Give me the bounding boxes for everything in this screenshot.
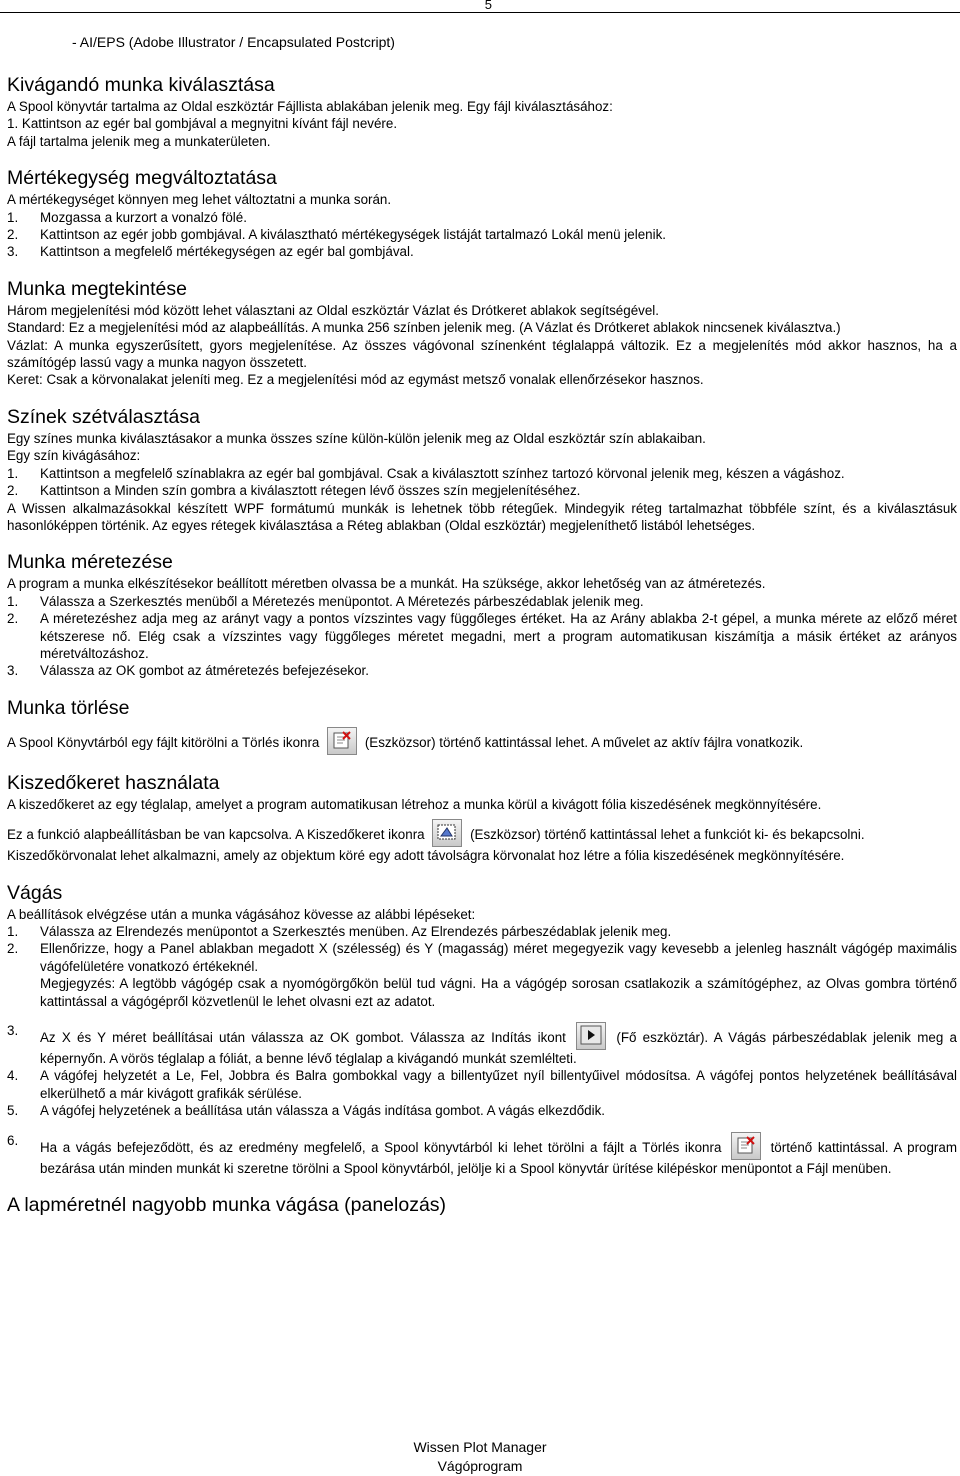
note: Megjegyzés: A legtöbb vágógép csak a nyomógörgőkön belül tud vágni. Ha a vágógép sorosan csatlakozik a számítógéphez, az Olvas gombra történő kattintással a vágógépről közvetlenül le lehet olvasni ezt az adatot. [40,976,957,1009]
step: 1. Kattintson az egér bal gombjával a megnyitni kívánt fájl nevére. [7,116,398,132]
list-item: 2. Kattintson az egér jobb gombjával. A kiválasztható mértékegységek listáját tartalmazó Lokál menü jelenik. [7,227,666,243]
section-select-job [7,72,957,150]
paragraph: Keret: Csak a körvonalakat jeleníti meg. Ez a megjelenítési mód az egymást metsző vonalak ellenőrzésekor hasznos. [7,372,704,388]
section-change-units [7,165,957,261]
weeding-frame-icon[interactable] [432,819,462,847]
section-resize-job [7,549,957,679]
list-item: 2. Ellenőrizze, hogy a Panel ablakban megadott X (szélesség) és Y (magasság) méret megegyezik vagy kevesebb a jelenleg használt vágógép maximális vágófelületére vonatkozó értékeknél. Megjegyzés: A legtöbb vágógép csak a nyomógörgőkön belül tud vágni. Ha a vágógép sorosan csatlakozik a számítógéphez, az Olvas gombra történő kattintással a vágógépről közvetlenül le lehet olvasni ezt az adatot. [7,941,957,1009]
format-item-ai-eps: - AI/EPS (Adobe Illustrator / Encapsulated Postcript) [72,34,395,50]
section-title: A lapméretnél nagyobb munka vágása (panelozás) [7,1194,447,1217]
list-item: 1. Válassza az Elrendezés menüpontot a Szerkesztés menüben. Az Elrendezés párbeszédablak jelenik meg. [7,923,672,939]
list-item: 1. Válassza a Szerkesztés menüből a Méretezés menüpontot. A Méretezés párbeszédablak jelenik meg. [7,593,644,609]
start-icon[interactable] [576,1022,606,1050]
paragraph: Három megjelenítési mód között lehet választani az Oldal eszköztár Vázlat és Drótkeret ablakok segítségével. [7,302,659,318]
section-color-separation [7,404,957,534]
list-item: 1. Mozgassa a kurzort a vonalzó fölé. [7,209,247,225]
list-item: 2. Kattintson a Minden szín gombra a kiválasztott rétegen lévő összes szín megjelenítéséhez. [7,483,581,499]
footer-product: Wissen Plot Manager [413,1439,547,1455]
paragraph: A beállítások elvégzése után a munka vágásához kövesse az alábbi lépéseket: [7,906,476,922]
list-item: 3. Az X és Y méret beállításai után válassza az OK gombot. Válassza az Indítás ikont (Fő eszköztár). A Vágás párbeszédablak jelenik meg a képernyőn. A vörös téglalap a fóliát, a benne lévő téglalap a kivágandó munkát szemlélteti. [7,1023,957,1066]
delete-icon[interactable] [731,1132,761,1160]
paragraph: Kiszedőkörvonalat lehet alkalmazni, amely az objektum köré egy adott távolságra körvonalat hoz létre a fólia kiszedésének megkönnyítésére. [7,848,845,864]
section-cutting [7,880,957,1177]
paragraph: A Spool könyvtár tartalma az Oldal eszköztár Fájllista ablakában jelenik meg. Egy fájl kiválasztásához: [7,99,613,114]
section-title: Vágás [7,881,63,904]
page-number: 5 [484,0,492,12]
list-item: 5. A vágófej helyzetének a beállítása után válassza a Vágás indítása gombot. A vágás elkezdődik. [7,1103,606,1119]
footer-subtitle: Vágóprogram [437,1458,523,1474]
paragraph: Egy szín kivágásához: [7,448,141,464]
section-title: Mértékegység megváltoztatása [7,167,277,190]
delete-icon[interactable] [327,727,357,755]
section-title: Színek szétválasztása [7,405,200,428]
paragraph: A mértékegységet könnyen meg lehet változtatni a munka során. [7,192,392,208]
paragraph: A Wissen alkalmazásokkal készített WPF formátumú munkák is lehetnek több rétegűek. Mindegyik réteg tartalmazhat többféle színt, és a kiválasztásuk hasonlóképpen történik. Az egyes rétegek kiválasztása a Réteg ablakban (Oldal eszköztár) megjeleníthető listából lehetséges. [7,500,957,533]
section-weeding-frame [7,770,957,865]
document-body [7,72,957,1233]
paragraph: Vázlat: A munka egyszerűsített, gyors megjelenítése. Az összes vágóvonal színenként téglalappá változik. Ez a megjelenítés mód akkor hasznos, ha a számítógép lassú vagy a munka nagyon összetett. [7,337,957,371]
section-title: Munka törlése [7,696,130,719]
paragraph: A fájl tartalma jelenik meg a munkaterületen. [7,133,271,149]
paragraph: A kiszedőkeret az egy téglalap, amelyet a program automatikusan létrehoz a munka körül a kivágott fólia kiszedésének megkönnyítésére. [7,796,822,812]
section-view-job [7,276,957,389]
paragraph: A program a munka elkészítésekor beállított méretben olvassa be a munkát. Ha szüksége, akkor lehetőség van az átméretezés. [7,576,766,592]
section-delete-job [7,695,957,755]
list-item: 4. A vágófej helyzetét a Le, Fel, Jobbra és Balra gombokkal vagy a billentyűzet nyíl billentyűivel módosítsa. A vágófej pontos helyzetének beállításával elkerülhető a már kivágott grafikák sérülése. [7,1068,957,1101]
section-title: Munka megtekintése [7,277,187,300]
section-title: Kiszedőkeret használata [7,771,220,794]
list-item: 3. Válassza az OK gombot az átméretezés befejezésekor. [7,663,369,679]
section-title: Munka méretezése [7,551,173,574]
page-footer [0,1438,960,1476]
list-item: 1. Kattintson a megfelelő színablakra az egér bal gombjával. Csak a kiválasztott színhez tartozó körvonal jelenik meg, készen a vágáshoz. [7,465,845,481]
paragraph: Standard: Ez a megjelenítési mód az alapbeállítás. A munka 256 színben jelenik meg. (A Vázlat és Drótkeret ablakok nincsenek kiválasztva.) [7,320,841,336]
list-item: 2. A méretezéshez adja meg az arányt vagy a pontos vízszintes vagy függőleges értéket. Ha az Arány ablakba 2-t gépel, a munka mérete az előző méret kétszerese nő. Elég csak a vízszintes vagy függőleges méretet megadni, mert a program automatikusan kiszámítja a másik értéket az arányos méretváltozáshoz. [7,611,957,661]
section-title: Kivágandó munka kiválasztása [7,74,275,96]
paragraph: A Spool Könyvtárból egy fájlt kitörölni a Törlés ikonra (Eszközsor) történő kattintással lehet. A művelet az aktív fájlra vonatkozik. [7,727,957,755]
paragraph: Egy színes munka kiválasztásakor a munka összes színe külön-külön jelenik meg az Oldal eszköztár szín ablakaiban. [7,430,706,446]
header-rule [0,12,960,13]
list-item: 3. Kattintson a megfelelő mértékegységen az egér bal gombjával. [7,244,414,260]
list-item: 6. Ha a vágás befejeződött, és az eredmény megfelelő, a Spool könyvtárból ki lehet törölni a fájlt a Törlés ikonra történő kattintással. A program bezárása után minden munkát ki szeretne törölni a Spool könyvtárból, jelölje ki a Spool könyvtár ürítése kilépéskor menüpontot a Fájl menüben. [7,1132,957,1176]
section-tiling [7,1192,957,1218]
paragraph: Ez a funkció alapbeállításban be van kapcsolva. A Kiszedőkeret ikonra (Eszközsor) történő kattintással lehet a funkciót ki- és bekapcsolni. [7,819,957,847]
